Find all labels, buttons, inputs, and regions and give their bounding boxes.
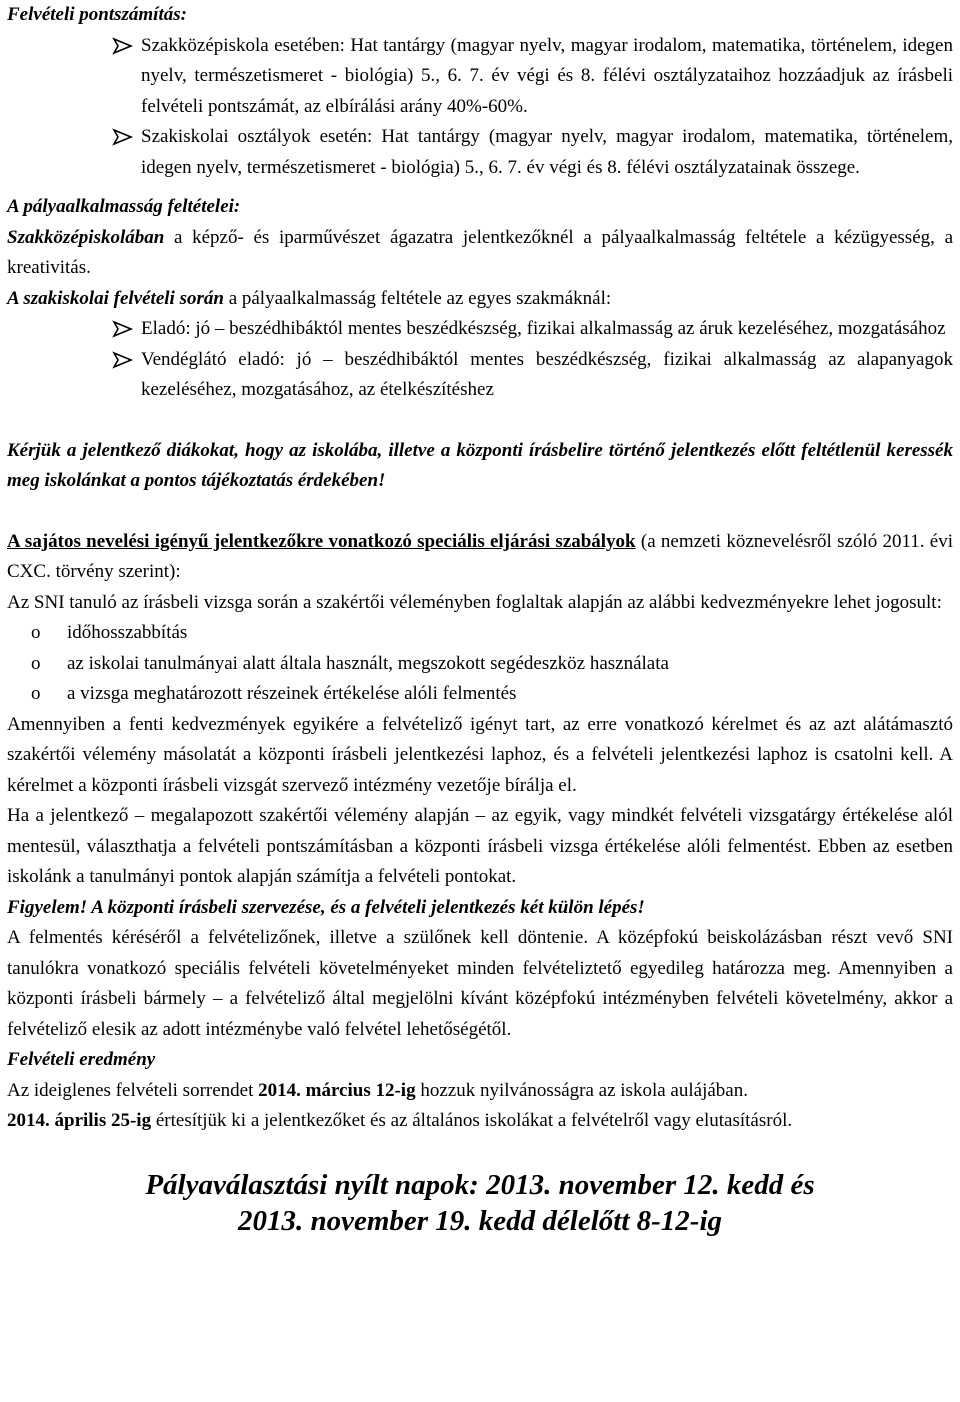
bullet-text: Eladó: jó – beszédhibáktól mentes beszédkészség, fizikai alkalmasság az áruk kezeléséhez, mozgatásához [141,318,946,339]
result-heading: Felvételi eredmény [7,1049,156,1070]
aptitude-heading: A pályaalkalmasság feltételei: [7,196,241,217]
special-needs-heading [7,527,953,588]
bullet-item [7,31,953,123]
bullet-item [7,314,953,345]
warning-line: Figyelem! A központi írásbeli szervezése, és a felvételi jelentkezés két külön lépés! [7,896,645,918]
list-item-text: időhosszabbítás [67,622,188,643]
special-needs-paragraph-2: Ha a jelentkező – megalapozott szakértői vélemény alapján – az egyik, vagy mindkét felvételi vizsgatárgy értékelése alól mentesül, választhatja a felvételi pontszámításban a központi írásbeli vizsga értékelése alóli felmentést. Ebben az esetben iskolánk a tanulmányi pontok alapján számítja a felvételi pontokat. [7,805,953,887]
open-days-footer [7,1167,953,1239]
list-item [7,618,953,649]
bullet-item [7,345,953,406]
aptitude-p2-lead: A szakiskolai felvételi során [7,287,224,309]
special-needs-intro: Az SNI tanuló az írásbeli vizsga során a szakértői véleményben foglaltak alapján az alábbi kedvezményekre lehet jogosult: [7,591,942,613]
arrowhead-bullet-icon [112,345,134,375]
list-item-text: a vizsga meghatározott részeinek értékelése alóli felmentés [67,683,517,704]
notice-paragraph: Kérjük a jelentkező diákokat, hogy az iskolába, illetve a központi írásbelire történő jelentkezés előtt feltétlenül keressék meg iskolánkat a pontos tájékoztatás érdekében! [7,439,953,491]
result-l1-date: 2014. március 12-ig [258,1079,416,1101]
special-needs-heading-title: A sajátos nevelési igényű jelentkezőkre vonatkozó speciális eljárási szabályok [7,530,636,552]
special-needs-paragraph-1: Amennyiben a fenti kedvezmények egyikére a felvételiző igényt tart, az erre vonatkozó kérelmet és az azt alátámasztó szakértői vélemény másolatát a központi írásbeli jelentkezési laphoz, és a felvételi jelentkezési laphoz is csatolni kell. A kérelmet a központi írásbeli vizsgát szervező intézmény vezetője bírálja el. [7,713,953,796]
benefits-list [7,618,953,710]
list-item [7,649,953,680]
footer-line-1: Pályaválasztási nyílt napok: 2013. november 12. kedd és [145,1168,815,1201]
bullet-text: Szakiskolai osztályok esetén: Hat tantárgy (magyar nyelv, magyar irodalom, matematika, történelem, idegen nyelv, természetismeret - biológia) 5., 6. 7. év végi és 8. félévi osztályzatainak összege. [141,126,953,178]
special-needs-heading-rest: (a nemzeti köznevelésről szóló 2011. évi CXC. törvény szerint): [7,530,953,582]
aptitude-p1-rest: a képző- és iparművészet ágazatra jelentkezőknél a pályaalkalmasság feltétele a kézügyesség, a kreativitás. [7,226,953,278]
list-marker: o [31,622,41,643]
list-marker: o [31,683,41,704]
result-l2-rest: értesítjük ki a jelentkezőket és az általános iskolákat a felvételről vagy elutasításról. [151,1110,793,1131]
bullet-text: Szakközépiskola esetében: Hat tantárgy (magyar nyelv, magyar irodalom, matematika, történelem, idegen nyelv, természetismeret - biológia) 5., 6. 7. év végi és 8. félévi osztályzataihoz hozzáadjuk az írásbeli felvételi pontszámát, az elbírálási arány 40%-60%. [141,34,953,117]
result-line-1 [7,1076,953,1107]
list-marker: o [31,652,41,674]
list-item [7,679,953,710]
result-line-2 [7,1106,953,1137]
arrowhead-bullet-icon [112,31,134,61]
special-needs-paragraph-3: A felmentés kéréséről a felvételizőnek, illetve a szülőnek kell döntenie. A középfokú beiskolázásban részt vevő SNI tanulókra vonatkozó speciális felvételi követelményeket minden felvételiztető egyedileg határozza meg. Amennyiben a központi írásbeli bármely – a felvételiző által megjelölni kívánt középfokú intézményben felvételi követelmény, akkor a felvételiző elesik az adott intézménybe való felvétel lehetőségétől. [7,927,953,1040]
result-l2-date: 2014. április 25-ig [7,1110,152,1131]
bullet-text: Vendéglátó eladó: jó – beszédhibáktól mentes beszédkészség, fizikai alkalmasság az alapanyagok kezeléséhez, mozgatásához, az ételkészítéshez [141,348,953,400]
footer-line-2: 2013. november 19. kedd délelőtt 8-12-ig [237,1204,723,1237]
aptitude-paragraph-2 [7,284,953,315]
arrowhead-bullet-icon [112,314,134,344]
aptitude-p2-rest: a pályaalkalmasság feltétele az egyes szakmáknál: [223,287,612,309]
aptitude-paragraph-1 [7,223,953,284]
admission-scoring-heading: Felvételi pontszámítás: [7,4,187,25]
aptitude-p1-lead: Szakközépiskolában [7,226,165,248]
result-l1-text: Az ideiglenes felvételi sorrendet [7,1079,259,1101]
bullet-item [7,122,953,183]
list-item-text: az iskolai tanulmányai alatt általa használt, megszokott segédeszköz használata [67,652,669,674]
result-l1-rest: hozzuk nyilvánosságra az iskola aulájában. [415,1079,748,1101]
arrowhead-bullet-icon [112,122,134,152]
